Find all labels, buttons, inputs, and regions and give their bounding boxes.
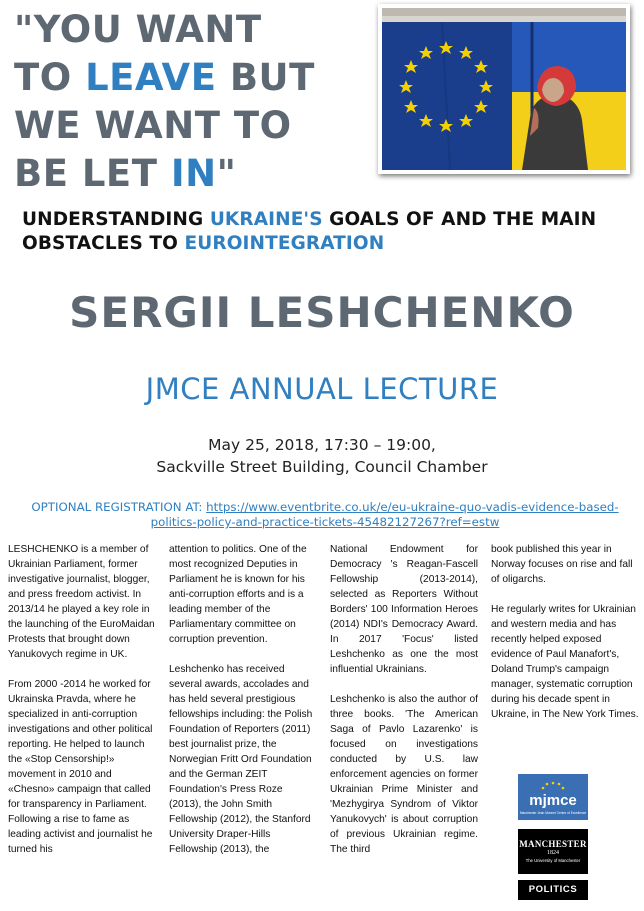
lecture-subtitle: UNDERSTANDING UKRAINE'S GOALS OF AND THE MAIN OBSTACLES TO EUROINTEGRATION bbox=[22, 209, 597, 254]
bio-column-1 bbox=[8, 542, 156, 872]
eu-ukraine-flag-photo bbox=[382, 8, 626, 170]
bio-paragraph: book published this year in Norway focuses on rise and fall of oligarchs. bbox=[491, 544, 633, 585]
bio-column-2 bbox=[169, 542, 317, 872]
mjmce-logo-text: mjmce bbox=[529, 792, 577, 809]
bio-paragraph: From 2000 -2014 he worked for Ukrainska Pravda, where he specialized in anti-corruption investigations and other political reporting. He helped to launch the «Stop Censorship!» movement in 2010 and «Chesno» campaign that called for transparency in Parliament. Following a rise to fame as leading activist and journalist he turned his bbox=[8, 679, 153, 855]
headline-highlight-leave: LEAVE bbox=[85, 56, 217, 99]
headline-line-2: TO LEAVE BUT bbox=[14, 56, 315, 99]
bio-paragraph: LESHCHENKO is a member of Ukrainian Parliament, former investigative journalist, blogger, and press freedom activist. In 2013/14 he played a key role in the launching of the EuroMaidan Protests that brought down Yanukovych regime in UK. bbox=[8, 544, 155, 660]
university-of-manchester-logo bbox=[518, 829, 588, 874]
event-venue: Sackville Street Building, Council Chamber bbox=[156, 458, 488, 476]
bio-paragraph: attention to politics. One of the most recognized Deputies in Parliament he is known for his anti-corruption efforts and is a leading member of the Parliamentary committee on corruption prevention. bbox=[169, 544, 307, 645]
bio-column-4 bbox=[491, 542, 639, 737]
registration-info bbox=[10, 500, 640, 530]
headline-highlight-in: IN bbox=[170, 152, 217, 195]
bio-paragraph: Leshchenko is also the author of three books. 'The American Saga of Pavlo Lazarenko' is focused on investigations conducted by U.S. law enforcement agencies on former Ukrainian Prime Minister and 'Mezhygirya Syndrom of Viktor Yanukovych' is about corruption of previous Ukrainian regime. The third bbox=[330, 694, 478, 855]
manchester-subtitle: The University of Manchester bbox=[525, 858, 581, 863]
speaker-name: SERGII LESHCHENKO bbox=[69, 288, 575, 337]
event-photo bbox=[378, 4, 630, 174]
event-details bbox=[0, 434, 644, 478]
subtitle-highlight-eurointegration: EUROINTEGRATION bbox=[184, 233, 385, 254]
manchester-year: 1824 bbox=[547, 850, 559, 856]
headline-line-1: "YOU WANT bbox=[14, 8, 262, 51]
subtitle-highlight-ukraine: UKRAINE'S bbox=[209, 209, 323, 230]
headline-quote bbox=[14, 6, 354, 198]
headline-line-4: BE LET IN" bbox=[14, 152, 237, 195]
manchester-wordmark: MANCHESTER bbox=[519, 839, 587, 849]
registration-link[interactable]: https://www.eventbrite.co.uk/e/eu-ukraine-quo-vadis-evidence-based-politics-policy-and-practice-tickets-45482127267?ref=estw bbox=[150, 500, 619, 529]
mjmce-logo bbox=[518, 774, 588, 820]
lecture-title: JMCE ANNUAL LECTURE bbox=[145, 372, 499, 406]
politics-logo: POLITICS bbox=[518, 880, 588, 900]
registration-label: OPTIONAL REGISTRATION AT: bbox=[31, 500, 207, 514]
mjmce-logo-subtext: Manchester Jean Monnet Centre of Excellence bbox=[519, 811, 587, 815]
bio-paragraph: He regularly writes for Ukrainian and western media and has recently helped exposed evidence of Paul Manafort's, Doland Trump's campaign manager, systematic corruption during his decade spent in Ukraine, in The New York Times. bbox=[491, 604, 639, 720]
headline-line-3: WE WANT TO bbox=[14, 104, 292, 147]
bio-paragraph: Leshchenko has received several awards, accolades and has held several prestigious fellowships including: the Polish Foundation of Reporters (2011) best journalist prize, the Norwegian Fritt Ord Foundation and the German ZEIT Foundation's Press Roze (2013), the John Smith Fellowship (2012), the Stanford University Draper-Hills Fellowship (2013), the bbox=[169, 664, 313, 855]
event-datetime: May 25, 2018, 17:30 – 19:00, bbox=[208, 436, 436, 454]
flag-illustration bbox=[382, 8, 626, 170]
bio-column-3 bbox=[330, 542, 478, 872]
mjmce-star-ring-icon bbox=[518, 778, 588, 820]
bio-paragraph: National Endowment for Democracy 's Reagan-Fascell Fellowship (2013-2014), selected as Reporters Without Borders' 100 Information Heroes (2014) NDI's Democracy Award. In 2017 'Focus' listed Leshchenko as one the most influential Ukrainians. bbox=[330, 544, 478, 675]
